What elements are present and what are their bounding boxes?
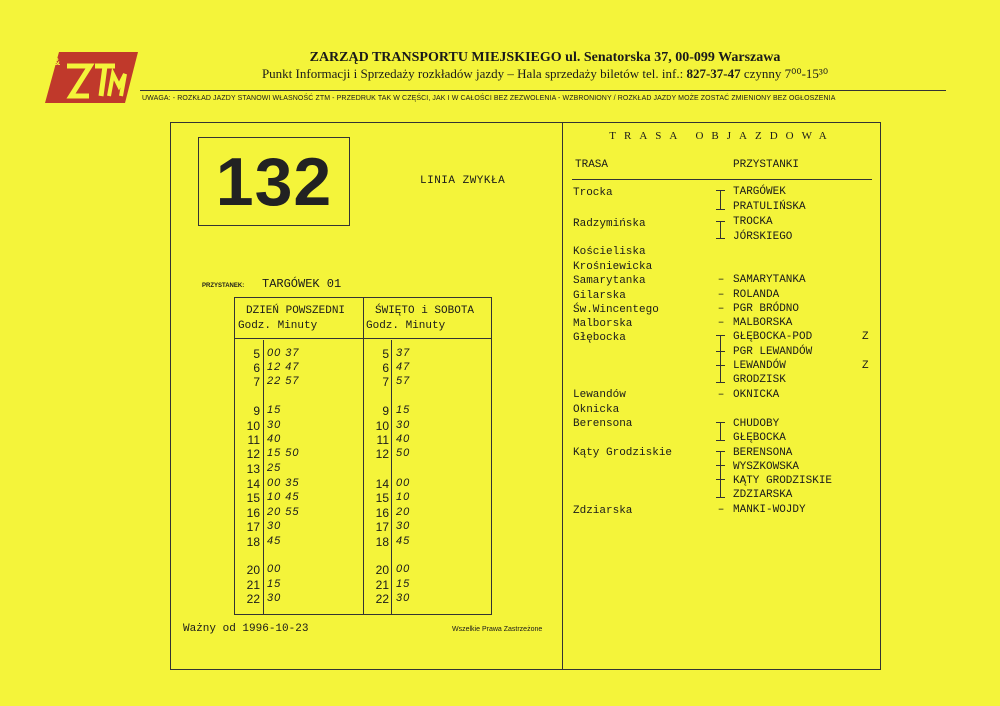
frame-divider <box>562 122 563 670</box>
weekday-minutes: 12 47 <box>267 361 300 373</box>
detour-stop: TARGÓWEK <box>733 186 786 198</box>
weekday-minutes: 00 <box>267 563 282 575</box>
weekday-hour: 16 <box>246 506 260 520</box>
holiday-minutes: 00 <box>396 563 411 575</box>
holiday-minutes: 47 <box>396 361 411 373</box>
weekday-minutes: 40 <box>267 433 282 445</box>
bracket-tick <box>716 382 725 383</box>
holiday-hour: 9 <box>382 404 389 418</box>
header-hours: czynny 7⁰⁰-15³⁰ <box>743 66 829 81</box>
weekday-hour: 15 <box>246 491 260 505</box>
svg-text:&: & <box>53 57 61 68</box>
weekday-minutes: 00 37 <box>267 347 300 359</box>
detour-title: TRASA OBJAZDOWA <box>609 130 835 142</box>
holiday-minutes: 20 <box>396 506 411 518</box>
detour-stop: OKNICKA <box>733 389 780 401</box>
bracket-tick <box>716 221 725 222</box>
detour-route-header: TRASA <box>575 159 609 171</box>
detour-stop: PRATULIŃSKA <box>733 201 806 213</box>
holiday-hour: 16 <box>375 506 389 520</box>
detour-stop: TROCKA <box>733 216 773 228</box>
stop-name: TARGÓWEK 01 <box>262 277 342 291</box>
header-divider <box>140 90 946 91</box>
weekday-hour: 12 <box>246 447 260 461</box>
holiday-hour: 12 <box>375 447 389 461</box>
holiday-title: ŚWIĘTO i SOBOTA <box>375 305 475 317</box>
weekday-hour: 10 <box>246 419 260 433</box>
bracket-tick <box>716 365 725 366</box>
detour-stop: LEWANDÓW <box>733 360 786 372</box>
detour-stop: SAMARYTANKA <box>733 274 806 286</box>
detour-header-divider <box>572 179 872 180</box>
header-subtitle <box>140 66 950 82</box>
detour-stop: BERENSONA <box>733 447 793 459</box>
rights-notice: Wszelkie Prawa Zastrzeżone <box>452 626 543 633</box>
holiday-hour: 15 <box>375 491 389 505</box>
detour-street: Radzymińska <box>573 218 646 230</box>
detour-street: Gilarska <box>573 290 626 302</box>
z-mark: Z <box>862 331 869 343</box>
dash-marker: – <box>717 504 725 516</box>
detour-stop: GRODZISK <box>733 374 786 386</box>
weekday-hour: 14 <box>246 477 260 491</box>
bracket-tick <box>716 238 725 239</box>
bracket-marker <box>720 335 721 382</box>
detour-street: Zdziarska <box>573 505 633 517</box>
detour-stop: ROLANDA <box>733 289 780 301</box>
bracket-tick <box>716 440 725 441</box>
holiday-minutes: 30 <box>396 520 411 532</box>
dash-marker: – <box>717 289 725 301</box>
weekday-title: DZIEŃ POWSZEDNI <box>246 305 346 317</box>
weekday-minutes: 30 <box>267 592 282 604</box>
detour-stop: PGR LEWANDÓW <box>733 346 813 358</box>
bracket-tick <box>716 465 725 466</box>
holiday-hour: 7 <box>382 375 389 389</box>
weekday-minutes: 20 55 <box>267 506 300 518</box>
detour-stop: PGR BRÓDNO <box>733 303 800 315</box>
weekday-hour: 9 <box>253 404 260 418</box>
header-title: ZARZĄD TRANSPORTU MIEJSKIEGO ul. Senatorska 37, 00-099 Warszawa <box>309 50 781 65</box>
table-header-divider <box>234 338 492 339</box>
bracket-tick <box>716 422 725 423</box>
bracket-tick <box>716 335 725 336</box>
detour-stop: GŁĘBOCKA-POD <box>733 331 813 343</box>
weekday-minutes: 30 <box>267 520 282 532</box>
valid-from: Ważny od 1996-10-23 <box>183 623 309 635</box>
bracket-tick <box>716 209 725 210</box>
holiday-hour: 18 <box>375 535 389 549</box>
holiday-minutes: 30 <box>396 592 411 604</box>
holiday-minutes: 00 <box>396 477 411 489</box>
header-info: Punkt Informacji i Sprzedaży rozkładów jazdy – Hala sprzedaży biletów tel. inf.: <box>261 66 684 81</box>
detour-street: Kąty Grodziskie <box>573 447 673 459</box>
holiday-hour: 11 <box>376 433 389 447</box>
weekday-hour: 7 <box>253 375 260 389</box>
weekday-minutes: 10 45 <box>267 491 300 503</box>
bracket-tick <box>716 497 725 498</box>
holiday-hour-divider <box>391 340 392 614</box>
detour-stop: GŁĘBOCKA <box>733 432 786 444</box>
weekday-minutes: 15 <box>267 578 282 590</box>
z-mark: Z <box>862 360 869 372</box>
detour-stops-header: PRZYSTANKI <box>733 159 800 171</box>
line-number: 132 <box>198 137 350 226</box>
bracket-tick <box>716 451 725 452</box>
detour-street: Kościeliska <box>573 246 646 258</box>
weekday-minutes: 00 35 <box>267 477 300 489</box>
detour-stop: ZDZIARSKA <box>733 489 793 501</box>
bracket-marker <box>720 221 721 238</box>
dash-marker: – <box>717 274 725 286</box>
header-warning: UWAGA: - ROZKŁAD JAZDY STANOWI WŁASNOŚĆ ZTM - PRZEDRUK TAK W CZĘŚCI, JAK I W CAŁOŚCI BEZ ZEZWOLENIA - WZBRONIONY / ROZKŁAD JAZDY MOŻE ZOSTAĆ ZMIENIONY BEZ OGŁOSZENIA <box>142 95 836 102</box>
ztm-logo <box>45 52 138 103</box>
detour-street: Św.Wincentego <box>573 304 659 316</box>
detour-street: Głębocka <box>573 332 626 344</box>
detour-street: Krośniewicka <box>573 261 653 273</box>
holiday-minutes: 45 <box>396 535 411 547</box>
detour-street: Malborska <box>573 318 633 330</box>
detour-stop: JÓRSKIEGO <box>733 231 793 243</box>
weekday-hour: 17 <box>246 520 260 534</box>
weekday-hour: 6 <box>253 361 260 375</box>
weekday-subtitle: Godz. Minuty <box>238 320 318 332</box>
detour-stop: CHUDOBY <box>733 418 780 430</box>
holiday-hour: 17 <box>375 520 389 534</box>
weekday-hour: 21 <box>246 578 260 592</box>
holiday-subtitle: Godz. Minuty <box>366 320 446 332</box>
table-column-divider <box>363 297 364 615</box>
holiday-hour: 21 <box>375 578 389 592</box>
holiday-hour: 22 <box>375 592 389 606</box>
weekday-hour: 13 <box>246 462 260 476</box>
weekday-hour: 22 <box>246 592 260 606</box>
weekday-hour-divider <box>263 340 264 614</box>
weekday-minutes: 25 <box>267 462 282 474</box>
stop-label: PRZYSTANEK: <box>202 283 245 289</box>
bracket-tick <box>716 351 725 352</box>
holiday-minutes: 15 <box>396 404 411 416</box>
dash-marker: – <box>717 389 725 401</box>
holiday-minutes: 10 <box>396 491 411 503</box>
holiday-hour: 5 <box>382 347 389 361</box>
holiday-minutes: 37 <box>396 347 411 359</box>
detour-street: Berensona <box>573 418 633 430</box>
line-type: LINIA ZWYKŁA <box>420 175 506 187</box>
holiday-minutes: 50 <box>396 447 411 459</box>
weekday-hour: 18 <box>246 535 260 549</box>
detour-stop: WYSZKOWSKA <box>733 461 800 473</box>
detour-street: Trocka <box>573 187 613 199</box>
weekday-minutes: 22 57 <box>267 375 300 387</box>
weekday-minutes: 30 <box>267 419 282 431</box>
holiday-minutes: 40 <box>396 433 411 445</box>
detour-stop: MANKI-WOJDY <box>733 504 806 516</box>
bracket-tick <box>716 190 725 191</box>
detour-street: Lewandów <box>573 389 626 401</box>
holiday-hour: 14 <box>375 477 389 491</box>
weekday-hour: 20 <box>246 563 260 577</box>
bracket-marker <box>720 190 721 209</box>
detour-stop: KĄTY GRODZISKIE <box>733 475 833 487</box>
bracket-marker <box>720 451 721 497</box>
dash-marker: – <box>717 303 725 315</box>
bracket-marker <box>720 422 721 440</box>
holiday-minutes: 57 <box>396 375 411 387</box>
header-phone: 827-37-47 <box>686 66 741 81</box>
dash-marker: – <box>717 317 725 329</box>
detour-stop: MALBORSKA <box>733 317 793 329</box>
detour-street: Oknicka <box>573 404 620 416</box>
weekday-hour: 5 <box>253 347 260 361</box>
bracket-tick <box>716 479 725 480</box>
holiday-minutes: 30 <box>396 419 411 431</box>
weekday-minutes: 45 <box>267 535 282 547</box>
holiday-hour: 20 <box>375 563 389 577</box>
holiday-hour: 6 <box>382 361 389 375</box>
detour-street: Samarytanka <box>573 275 646 287</box>
holiday-hour: 10 <box>375 419 389 433</box>
weekday-minutes: 15 50 <box>267 447 300 459</box>
weekday-hour: 11 <box>247 433 260 447</box>
holiday-minutes: 15 <box>396 578 411 590</box>
weekday-minutes: 15 <box>267 404 282 416</box>
